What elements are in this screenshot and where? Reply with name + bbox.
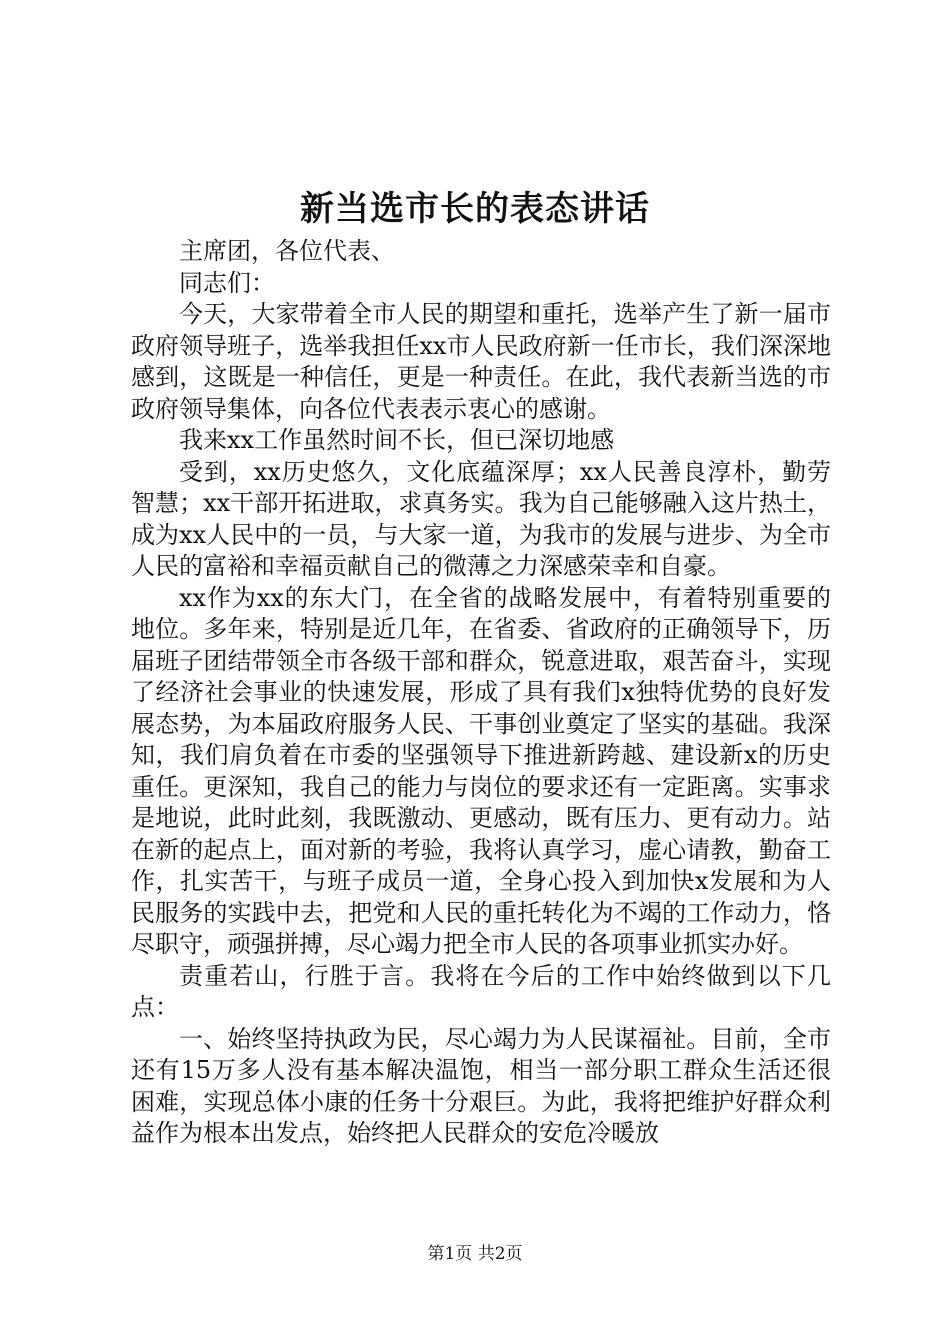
document-title: 新当选市长的表态讲话 [300, 189, 650, 229]
body-paragraph: 受到，xx历史悠久，文化底蕴深厚；xx人民善良淳朴，勤劳智慧；xx干部开拓进取，求真务实。我为自己能够融入这片热土，成为xx人民中的一员，与大家一道，为我市的发展与进步、为全市人民的富裕和幸福贡献自己的微薄之力深感荣幸和自豪。 [131, 457, 831, 580]
body-paragraph: xx作为xx的东大门，在全省的战略发展中，有着特别重要的地位。多年来，特别是近几年，在省委、省政府的正确领导下，历届班子团结带领全市各级干部和群众，锐意进取，艰苦奋斗，实现了经济社会事业的快速发展，形成了具有我们x独特优势的良好发展态势，为本届政府服务人民、干事创业奠定了坚实的基础。我深知，我们肩负着在市委的坚强领导下推进新跨越、建设新x的历史重任。更深知，我自己的能力与岗位的要求还有一定距离。实事求是地说，此时此刻，我既激动、更感动，既有压力、更有动力。站在新的起点上，面对新的考验，我将认真学习，虚心请教，勤奋工作，扎实苦干，与班子成员一道，全身心投入到加快x发展和为人民服务的实践中去，把党和人民的重托转化为不竭的工作动力，恪尽职守，顽强拼搏，尽心竭力把全市人民的各项事业抓实办好。 [131, 583, 831, 958]
body-paragraph: 我来xx工作虽然时间不长，但已深切地感 [179, 426, 615, 454]
body-paragraph: 一、始终坚持执政为民，尽心竭力为人民谋福祉。目前，全市还有15万多人没有基本解决温饱，相当一部分职工群众生活还很困难，实现总体小康的任务十分艰巨。为此，我将把维护好群众利益作为根本出发点，始终把人民群众的安危冷暖放 [131, 1024, 831, 1147]
body-paragraph: 今天，大家带着全市人民的期望和重托，选举产生了新一届市政府领导班子，选举我担任xx市人民政府新一任市长，我们深深地感到，这既是一种信任，更是一种责任。在此，我代表新当选的市政府领导集体，向各位代表表示衷心的感谢。 [131, 300, 831, 423]
page-number-footer: 第1页 共2页 [427, 1244, 523, 1264]
document-body [131, 236, 831, 1150]
salutation-line-1: 主席团，各位代表、 [179, 237, 395, 265]
body-paragraph: 责重若山，行胜于言。我将在今后的工作中始终做到以下几点： [131, 961, 831, 1021]
salutation-line-2: 同志们： [179, 268, 275, 297]
